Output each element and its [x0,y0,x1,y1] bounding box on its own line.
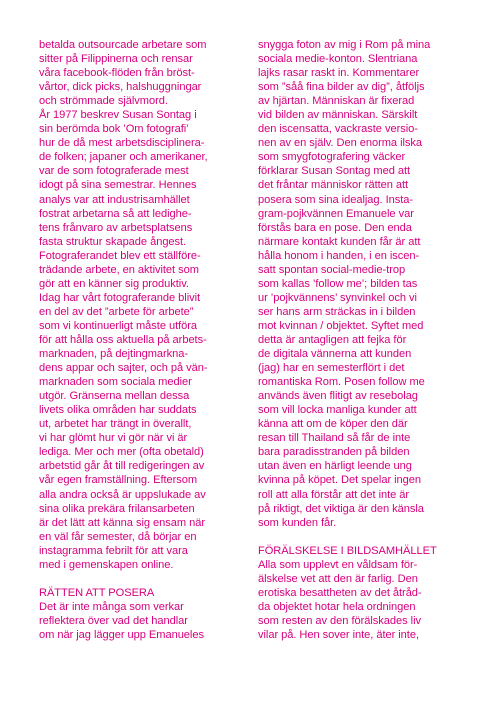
text-line: det fråntar människor rätten att [258,179,409,192]
text-line: sin berömda bok ’Om fotografi’ [39,123,189,136]
text-line: lajks rasar raskt in. Kommentarer [258,67,420,80]
text-line: detta är antagligen att fejka för [258,333,407,346]
text-line: Alla som upplevt en våldsam för- [258,558,418,571]
text-line: vårtor, dick picks, halshuggningar [39,81,202,94]
text-line: som smygfotografering väcker [258,151,406,164]
section-heading: RÄTTEN ATT POSERA [39,586,155,599]
text-line: idogt på sina semestrar. Hennes [39,179,197,192]
text-line: hålla honom i handen, i en iscen- [258,249,420,262]
paragraph-gap [258,530,468,544]
text-line: som kunden får. [258,516,337,529]
text-line: vi har glömt hur vi gör när vi är [39,432,188,445]
text-line: romantiska Rom. Posen follow me [258,376,425,389]
text-line: År 1977 beskrev Susan Sontag i [39,109,197,122]
text-line: en väl får semester, då börjar en [39,530,197,543]
text-line: närmare kontakt kunden får är att [258,235,421,248]
text-line: Idag har vårt fotograferande blivit [39,291,201,304]
text-line: Fotograferandet blev ett ställföre- [39,249,201,262]
text-line: nen av en själv. Den enorma ilska [258,137,423,150]
text-line: dens appar och sajter, och på vän- [39,362,208,375]
text-line: ur ’pojkvännens’ synvinkel och vi [258,291,417,304]
text-line: älskelse vet att den är farlig. Den [258,572,418,585]
text-line: marknaden, på dejtingmarkna- [39,348,189,361]
text-line: vilar på. Hen sover inte, äter inte, [258,628,419,641]
text-line: för att hålla oss aktuella på arbets- [39,333,207,346]
text-line: utan även en härligt leende ung [258,460,412,473]
text-line: (jag) har en semesterflört i det [258,362,405,375]
text-line: med i gemenskapen online. [39,558,174,571]
text-line: utgör. Gränserna mellan dessa [39,390,190,403]
text-line: ut, arbetet har trängt in överallt, [39,418,192,431]
text-line: Det är inte många som verkar [39,600,184,613]
body-paragraph [39,600,249,642]
text-line: de folken; japaner och amerikaner, [39,151,208,164]
left-column [39,38,249,642]
text-line: som ”såå fina bilder av dig”, åtföljs [258,81,425,94]
text-line: gör att en känner sig produktiv. [39,277,189,290]
body-paragraph [258,558,468,642]
text-line: snygga foton av mig i Rom på mina [258,39,431,51]
text-line: som kallas ’follow me’; bilden tas [258,277,418,290]
body-paragraph [258,38,468,530]
text-line: instagramma febrilt för att vara [39,544,188,557]
text-line: bara paradisstranden på bilden [258,446,410,459]
text-line: känna att om de köper den där [258,418,408,431]
text-line: hur de då mest arbetsdisciplinera- [39,137,205,150]
text-line: fasta struktur skapade ångest. [39,235,187,248]
text-line: sitter på Filippinerna och rensar [39,53,193,66]
text-line: posera som sina idealjag. Insta- [258,193,414,206]
text-line: mot kvinnan / objektet. Syftet med [258,319,424,332]
text-line: sociala medie-konton. Slentriana [258,53,418,66]
text-line: arbetstid går åt till redigeringen av [39,460,205,473]
text-line: erotiska besattheten av det åtråd- [258,586,422,599]
text-line: används även flitigt av resebolag [258,390,418,403]
text-line: förklarar Susan Sontag med att [258,165,411,178]
text-line: våra facebook-flöden från bröst- [39,67,195,80]
text-line: resan till Thailand så får de inte [258,432,411,445]
text-line: de digitala vännerna att kunden [258,348,412,361]
text-line: förstås bara en pose. Den enda [258,221,412,234]
text-line: da objektet hotar hela ordningen [258,600,416,613]
text-line: var de som fotograferade mest [39,165,189,178]
right-column [258,38,468,642]
text-line: betalda outsourcade arbetare som [39,39,207,51]
text-line: vår egen framställning. Eftersom [39,474,198,487]
text-line: en del av det ”arbete för arbete” [39,305,194,318]
text-line: alla andra också är uppslukade av [39,488,206,501]
text-line: trädande arbete, en aktivitet som [39,263,199,276]
body-paragraph [39,38,249,572]
text-line: satt spontan social-medie-trop [258,263,406,276]
text-line: sina olika prekära frilansarbeten [39,502,195,515]
text-line: analys var att industrisamhället [39,193,190,206]
text-line: och strömmade självmord. [39,95,168,108]
text-line: fostrat arbetarna så att ledighe- [39,207,192,220]
text-line: som vill locka manliga kunder att [258,404,417,417]
text-line: är det lätt att känna sig ensam när [39,516,205,529]
section-heading: FÖRÄLSKELSE I BILDSAMHÄLLET [258,544,437,557]
text-line: kvinna på köpet. Det spelar ingen [258,474,422,487]
text-line: av hjärtan. Människan är fixerad [258,95,415,108]
text-line: den iscensatta, vackraste versio- [258,123,418,136]
text-line: roll att alla förstår att det inte är [258,488,410,501]
text-line: marknaden som sociala medier [39,376,192,389]
text-line: vid bilden av människan. Särskilt [258,109,418,122]
text-line: livets olika områden har suddats [39,404,197,417]
text-line: som resten av den förälskades liv [258,614,421,627]
text-line: om när jag lägger upp Emanueles [39,628,204,641]
paragraph-gap [39,572,249,586]
text-line: reflektera över vad det handlar [39,614,188,627]
text-line: lediga. Mer och mer (ofta obetald) [39,446,204,459]
text-line: tens frånvaro av arbetsplatsens [39,221,193,234]
text-line: gram-pojkvännen Emanuele var [258,207,414,220]
text-line: på riktigt, det viktiga är den känsla [258,502,424,515]
text-line: ser hans arm sträckas in i bilden [258,305,416,318]
text-line: som vi kontinuerligt måste utföra [39,319,198,332]
